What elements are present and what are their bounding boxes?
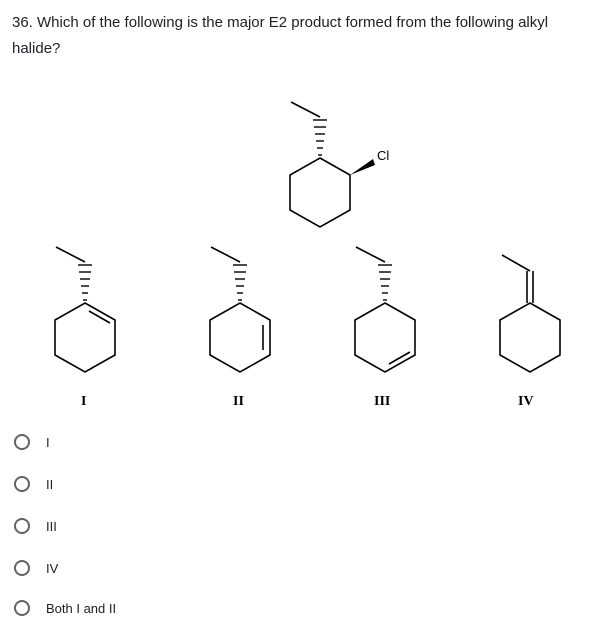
option-label: Both I and II [46,600,117,616]
option-both-i-and-ii[interactable] [14,596,116,620]
option-iv[interactable] [14,556,58,580]
option-i[interactable] [14,430,50,454]
question-text: 36. Which of the following is the major E2 product formed from the following alkyl halide? [12,14,549,57]
radio-button[interactable] [14,476,30,492]
product-ii-structure [210,247,270,372]
alkyl-halide-structure [290,102,375,227]
radio-button[interactable] [14,518,30,534]
option-ii[interactable] [14,472,53,496]
product-i-structure [55,247,115,372]
option-label: II [46,476,54,492]
radio-button[interactable] [14,560,30,576]
option-iii[interactable] [14,514,57,538]
option-label: III [46,518,57,534]
product-i-label: I [81,394,87,409]
chloro-label: Cl [377,148,390,163]
product-iv-structure [500,255,560,372]
product-ii-label: II [233,394,244,409]
option-label: IV [46,560,59,576]
option-label: I [46,434,50,450]
radio-button[interactable] [14,434,30,450]
product-iii-label: III [374,394,391,409]
product-iv-label: IV [518,394,534,409]
radio-button[interactable] [14,600,30,616]
product-iii-structure [355,247,415,372]
